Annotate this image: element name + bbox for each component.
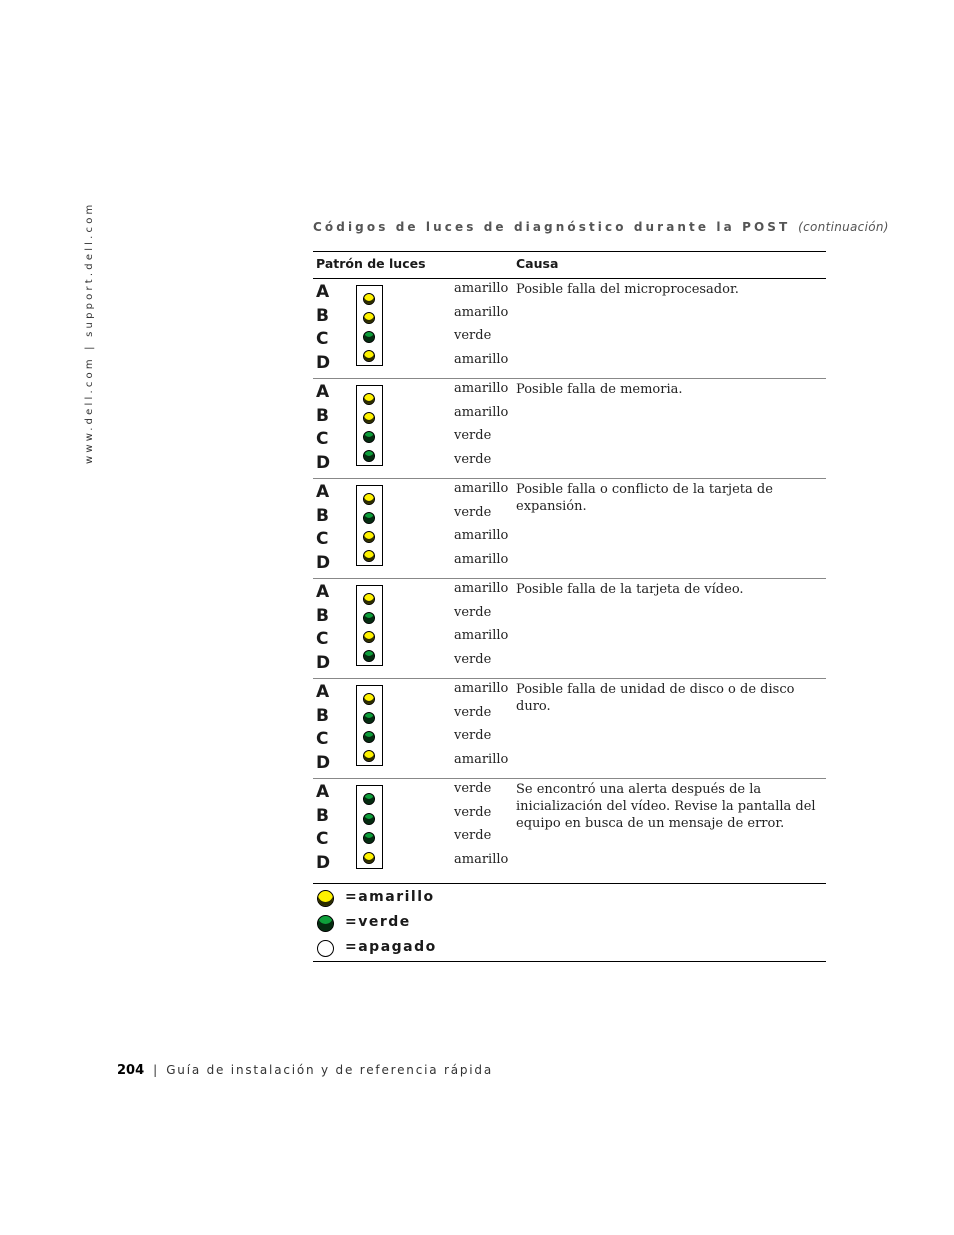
light-letter: B — [316, 605, 329, 626]
yellow-light-icon — [317, 890, 334, 907]
light-letter: A — [316, 582, 330, 602]
light-letter: D — [316, 452, 331, 473]
light-letter: C — [316, 829, 329, 849]
light-letter: B — [316, 505, 329, 526]
legend — [313, 884, 826, 962]
light-state: verde — [454, 828, 492, 843]
green-light-icon — [363, 731, 375, 743]
footer-separator: | — [153, 1063, 158, 1077]
yellow-light-icon — [363, 293, 375, 305]
yellow-light-icon — [363, 350, 375, 362]
table-row — [313, 779, 826, 884]
light-letters — [316, 281, 336, 375]
light-panel — [356, 585, 383, 666]
footer-title: Guía de instalación y de referencia rápida — [166, 1063, 493, 1077]
yellow-light-icon — [363, 493, 375, 505]
light-states — [454, 379, 514, 473]
light-state: verde — [454, 651, 492, 667]
light-state: amarillo — [454, 681, 509, 696]
green-light-icon — [363, 331, 375, 343]
table-header — [313, 252, 826, 279]
light-panel — [356, 385, 383, 466]
header-cause: Causa — [516, 256, 559, 271]
light-state: amarillo — [454, 551, 509, 567]
yellow-light-icon — [363, 750, 375, 762]
yellow-light-icon — [363, 852, 375, 864]
cause-text: Se encontró una alerta después de la inicialización del vídeo. Revise la pantalla del equipo en busca de un mensaje de error. — [516, 782, 816, 831]
caption-continuation: (continuación) — [798, 220, 889, 234]
light-letter: C — [316, 329, 329, 349]
table-row — [313, 479, 826, 579]
cause-text: Posible falla de la tarjeta de vídeo. — [516, 582, 744, 597]
green-light-icon — [363, 712, 375, 724]
light-panel — [356, 685, 383, 766]
light-letters — [316, 681, 336, 775]
light-state: verde — [454, 604, 492, 620]
yellow-light-icon — [363, 550, 375, 562]
green-light-icon — [363, 431, 375, 443]
light-state: verde — [454, 704, 492, 720]
table-body — [313, 279, 826, 884]
light-letter: A — [316, 382, 330, 402]
cause-text: Posible falla de unidad de disco o de disco duro. — [516, 682, 795, 714]
light-letter: D — [316, 852, 331, 873]
light-letter: C — [316, 629, 329, 649]
cause-text: Posible falla de memoria. — [516, 382, 683, 397]
light-letters — [316, 781, 336, 875]
light-letter: C — [316, 429, 329, 449]
light-letter: A — [316, 482, 330, 502]
light-states — [454, 679, 514, 773]
yellow-light-icon — [363, 412, 375, 424]
light-state: amarillo — [454, 628, 509, 643]
cause-text: Posible falla o conflicto de la tarjeta de expansión. — [516, 482, 773, 514]
table-row — [313, 579, 826, 679]
light-letter: B — [316, 805, 329, 826]
legend-label: =verde — [345, 914, 411, 930]
light-panel — [356, 485, 383, 566]
table-caption — [313, 220, 889, 234]
light-state: verde — [454, 728, 492, 743]
light-letter: B — [316, 405, 329, 426]
light-letters — [316, 581, 336, 675]
light-state: amarillo — [454, 851, 509, 867]
light-panel — [356, 285, 383, 366]
light-letter: D — [316, 652, 331, 673]
page-footer — [117, 1063, 493, 1078]
light-state: amarillo — [454, 581, 509, 596]
legend-label: =apagado — [345, 939, 437, 955]
yellow-light-icon — [363, 593, 375, 605]
light-state: verde — [454, 328, 492, 343]
light-state: verde — [454, 804, 492, 820]
light-letter: B — [316, 705, 329, 726]
yellow-light-icon — [363, 531, 375, 543]
light-letters — [316, 381, 336, 475]
light-letter: A — [316, 282, 330, 302]
light-letter: D — [316, 752, 331, 773]
cause-text: Posible falla del microprocesador. — [516, 282, 739, 297]
light-state: amarillo — [454, 751, 509, 767]
light-state: amarillo — [454, 404, 509, 420]
light-state: verde — [454, 451, 492, 467]
yellow-light-icon — [363, 693, 375, 705]
off-light-icon — [317, 940, 334, 957]
yellow-light-icon — [363, 312, 375, 324]
green-light-icon — [363, 612, 375, 624]
green-light-icon — [363, 512, 375, 524]
light-letter: D — [316, 352, 331, 373]
yellow-light-icon — [363, 393, 375, 405]
green-light-icon — [317, 915, 334, 932]
light-letters — [316, 481, 336, 575]
diagnostic-lights-table — [313, 251, 826, 962]
light-letter: C — [316, 729, 329, 749]
light-state: verde — [454, 781, 492, 796]
light-letter: D — [316, 552, 331, 573]
table-row — [313, 279, 826, 379]
light-states — [454, 579, 514, 673]
light-letter: B — [316, 305, 329, 326]
page-number: 204 — [117, 1063, 145, 1078]
green-light-icon — [363, 650, 375, 662]
light-state: verde — [454, 504, 492, 520]
light-states — [454, 279, 514, 373]
table-row — [313, 379, 826, 479]
light-state: amarillo — [454, 481, 509, 496]
light-state: amarillo — [454, 528, 509, 543]
header-light-pattern: Patrón de luces — [316, 256, 426, 271]
light-state: amarillo — [454, 281, 509, 296]
light-states — [454, 779, 514, 873]
light-state: amarillo — [454, 351, 509, 367]
green-light-icon — [363, 450, 375, 462]
side-url: www.dell.com | support.dell.com — [84, 201, 95, 464]
light-panel — [356, 785, 383, 869]
light-state: amarillo — [454, 381, 509, 396]
light-letter: A — [316, 682, 330, 702]
legend-label: =amarillo — [345, 889, 435, 905]
light-letter: C — [316, 529, 329, 549]
light-state: amarillo — [454, 304, 509, 320]
light-letter: A — [316, 782, 330, 802]
green-light-icon — [363, 813, 375, 825]
light-state: verde — [454, 428, 492, 443]
light-states — [454, 479, 514, 573]
green-light-icon — [363, 832, 375, 844]
green-light-icon — [363, 793, 375, 805]
yellow-light-icon — [363, 631, 375, 643]
caption-title: Códigos de luces de diagnóstico durante la POST — [313, 220, 791, 234]
table-row — [313, 679, 826, 779]
